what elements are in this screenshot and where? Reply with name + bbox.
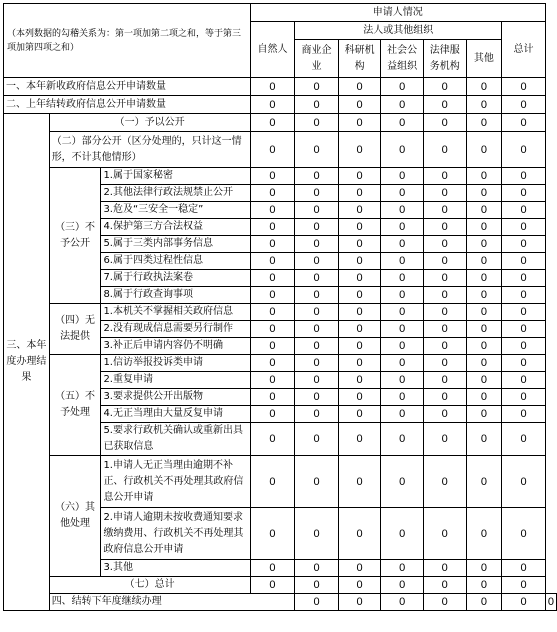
cell: 0 xyxy=(338,219,381,236)
cell: 0 xyxy=(502,560,546,577)
cell: 0 xyxy=(250,202,295,219)
cell: 0 xyxy=(423,577,466,594)
cell: 0 xyxy=(338,321,381,338)
cell: 0 xyxy=(381,321,424,338)
cell: 0 xyxy=(423,594,466,611)
table-row xyxy=(4,96,557,114)
cell: 0 xyxy=(502,508,546,560)
row-label: 四、结转下年度继续办理 xyxy=(49,594,295,611)
cell: 0 xyxy=(466,456,502,508)
row-label: 3.其他 xyxy=(101,560,250,577)
cell: 0 xyxy=(466,185,502,202)
cell: 0 xyxy=(381,132,424,168)
cell: 0 xyxy=(423,270,466,287)
cell: 0 xyxy=(381,338,424,355)
cell: 0 xyxy=(381,594,424,611)
cell: 0 xyxy=(381,185,424,202)
cell: 0 xyxy=(423,508,466,560)
cell: 0 xyxy=(466,372,502,389)
cell: 0 xyxy=(338,287,381,304)
cell: 0 xyxy=(295,577,339,594)
cell: 0 xyxy=(381,508,424,560)
cell: 0 xyxy=(423,202,466,219)
cell: 0 xyxy=(338,114,381,132)
cell: 0 xyxy=(250,304,295,321)
cell: 0 xyxy=(338,389,381,406)
cell: 0 xyxy=(423,114,466,132)
cell: 0 xyxy=(466,78,502,96)
cell: 0 xyxy=(338,270,381,287)
disclosure-table-container xyxy=(3,3,557,611)
row-label: 3.补正后申请内容仍不明确 xyxy=(101,338,250,355)
table-row xyxy=(4,78,557,96)
cell: 0 xyxy=(466,355,502,372)
row-label: 1.属于国家秘密 xyxy=(101,168,250,185)
cell: 0 xyxy=(250,372,295,389)
cell: 0 xyxy=(295,253,339,270)
cell: 0 xyxy=(466,321,502,338)
cell: 0 xyxy=(295,389,339,406)
cell: 0 xyxy=(423,321,466,338)
cell: 0 xyxy=(381,270,424,287)
cell: 0 xyxy=(466,423,502,456)
cell: 0 xyxy=(466,508,502,560)
cell: 0 xyxy=(466,270,502,287)
cell: 0 xyxy=(295,78,339,96)
table-row xyxy=(4,168,557,185)
col-header-research: 科研机构 xyxy=(338,40,381,78)
cell: 0 xyxy=(423,372,466,389)
cell: 0 xyxy=(381,236,424,253)
row-label: 5.属于三类内部事务信息 xyxy=(101,236,250,253)
row-label: （一）予以公开 xyxy=(49,114,250,132)
cell: 0 xyxy=(423,78,466,96)
row-label: 2.其他法律行政法规禁止公开 xyxy=(101,185,250,202)
cell: 0 xyxy=(502,321,546,338)
cell: 0 xyxy=(250,236,295,253)
table-row xyxy=(4,304,557,321)
group-label: （三）不予公开 xyxy=(49,168,101,304)
col-header-business: 商业企业 xyxy=(295,40,339,78)
cell: 0 xyxy=(545,594,556,611)
cell: 0 xyxy=(338,96,381,114)
cell: 0 xyxy=(423,560,466,577)
cell: 0 xyxy=(250,96,295,114)
cell: 0 xyxy=(381,202,424,219)
cell: 0 xyxy=(466,253,502,270)
cell: 0 xyxy=(381,114,424,132)
row-label: 7.属于行政执法案卷 xyxy=(101,270,250,287)
cell: 0 xyxy=(250,406,295,423)
cell: 0 xyxy=(250,270,295,287)
cell: 0 xyxy=(295,96,339,114)
cell: 0 xyxy=(466,406,502,423)
cell: 0 xyxy=(295,355,339,372)
cell: 0 xyxy=(381,168,424,185)
cell: 0 xyxy=(502,219,546,236)
cell: 0 xyxy=(338,508,381,560)
row-label: 6.属于四类过程性信息 xyxy=(101,253,250,270)
cell: 0 xyxy=(502,96,546,114)
cell: 0 xyxy=(466,168,502,185)
cell: 0 xyxy=(502,423,546,456)
cell: 0 xyxy=(295,287,339,304)
cell: 0 xyxy=(250,78,295,96)
cell: 0 xyxy=(250,355,295,372)
cell: 0 xyxy=(502,132,546,168)
cell: 0 xyxy=(338,423,381,456)
row-label: 2.重复申请 xyxy=(101,372,250,389)
cell: 0 xyxy=(466,96,502,114)
row-label: 一、本年新收政府信息公开申请数量 xyxy=(4,78,251,96)
cell: 0 xyxy=(423,355,466,372)
cell: 0 xyxy=(338,355,381,372)
cell: 0 xyxy=(423,406,466,423)
cell: 0 xyxy=(466,114,502,132)
col-header-legal-service: 法律服务机构 xyxy=(423,40,466,78)
cell: 0 xyxy=(423,423,466,456)
cell: 0 xyxy=(381,423,424,456)
applicant-info-header: 申请人情况 xyxy=(250,4,545,22)
cell: 0 xyxy=(502,456,546,508)
cell: 0 xyxy=(502,287,546,304)
cell: 0 xyxy=(295,304,339,321)
cell: 0 xyxy=(466,577,502,594)
section-3-label: 三、本年度办理结果 xyxy=(4,114,50,611)
cell: 0 xyxy=(502,594,546,611)
row-label: 2.没有现成信息需要另行制作 xyxy=(101,321,250,338)
cell: 0 xyxy=(338,304,381,321)
cell: 0 xyxy=(250,321,295,338)
table-row xyxy=(4,355,557,372)
cell: 0 xyxy=(502,236,546,253)
cell: 0 xyxy=(466,389,502,406)
row-label: 3.危及“三安全一稳定” xyxy=(101,202,250,219)
cell: 0 xyxy=(466,560,502,577)
cell: 0 xyxy=(381,96,424,114)
cell: 0 xyxy=(295,185,339,202)
row-label: 1.申请人无正当理由逾期不补正、行政机关不再处理其政府信息公开申请 xyxy=(101,456,250,508)
cell: 0 xyxy=(466,594,502,611)
cell: 0 xyxy=(466,287,502,304)
cell: 0 xyxy=(423,389,466,406)
row-label: 2.申请人逾期未按收费通知要求缴纳费用、行政机关不再处理其政府信息公开申请 xyxy=(101,508,250,560)
cell: 0 xyxy=(338,253,381,270)
cell: 0 xyxy=(381,389,424,406)
cell: 0 xyxy=(250,456,295,508)
cell: 0 xyxy=(338,560,381,577)
cell: 0 xyxy=(295,338,339,355)
cell: 0 xyxy=(423,185,466,202)
cell: 0 xyxy=(250,219,295,236)
table-note: （本列数据的勾稽关系为：第一项加第二项之和，等于第三项加第四项之和） xyxy=(4,4,251,78)
cell: 0 xyxy=(423,304,466,321)
cell: 0 xyxy=(295,508,339,560)
cell: 0 xyxy=(423,168,466,185)
cell: 0 xyxy=(250,253,295,270)
cell: 0 xyxy=(381,219,424,236)
cell: 0 xyxy=(295,132,339,168)
cell: 0 xyxy=(502,185,546,202)
cell: 0 xyxy=(338,372,381,389)
cell: 0 xyxy=(423,253,466,270)
row-label: 1.信访举报投诉类申请 xyxy=(101,355,250,372)
cell: 0 xyxy=(295,423,339,456)
cell: 0 xyxy=(250,132,295,168)
cell: 0 xyxy=(466,304,502,321)
cell: 0 xyxy=(250,185,295,202)
table-row xyxy=(4,132,557,168)
disclosure-table xyxy=(3,3,557,611)
cell: 0 xyxy=(381,560,424,577)
cell: 0 xyxy=(502,78,546,96)
cell: 0 xyxy=(338,338,381,355)
cell: 0 xyxy=(338,132,381,168)
cell: 0 xyxy=(381,406,424,423)
cell: 0 xyxy=(250,577,295,594)
table-row xyxy=(4,594,557,611)
cell: 0 xyxy=(502,355,546,372)
cell: 0 xyxy=(423,132,466,168)
cell: 0 xyxy=(250,560,295,577)
cell: 0 xyxy=(466,219,502,236)
cell: 0 xyxy=(338,202,381,219)
cell: 0 xyxy=(338,456,381,508)
cell: 0 xyxy=(295,594,339,611)
cell: 0 xyxy=(466,236,502,253)
cell: 0 xyxy=(502,253,546,270)
cell: 0 xyxy=(338,168,381,185)
row-label: 二、上年结转政府信息公开申请数量 xyxy=(4,96,251,114)
cell: 0 xyxy=(502,202,546,219)
cell: 0 xyxy=(338,577,381,594)
cell: 0 xyxy=(295,321,339,338)
row-label: 5.要求行政机关确认或重新出具已获取信息 xyxy=(101,423,250,456)
col-header-other: 其他 xyxy=(466,40,502,78)
cell: 0 xyxy=(250,389,295,406)
legal-org-header: 法人或其他组织 xyxy=(295,22,502,40)
row-label: 3.要求提供公开出版物 xyxy=(101,389,250,406)
cell: 0 xyxy=(295,202,339,219)
cell: 0 xyxy=(338,185,381,202)
cell: 0 xyxy=(466,132,502,168)
cell: 0 xyxy=(295,560,339,577)
cell: 0 xyxy=(381,577,424,594)
row-label: （七）总计 xyxy=(49,577,250,594)
cell: 0 xyxy=(295,219,339,236)
cell: 0 xyxy=(502,372,546,389)
cell: 0 xyxy=(423,236,466,253)
group-label: （六）其他处理 xyxy=(49,456,101,577)
table-row xyxy=(4,456,557,508)
cell: 0 xyxy=(250,423,295,456)
row-label: 4.无正当理由大量反复申请 xyxy=(101,406,250,423)
cell: 0 xyxy=(250,287,295,304)
cell: 0 xyxy=(502,270,546,287)
cell: 0 xyxy=(295,456,339,508)
row-label: （二）部分公开（区分处理的，只计这一情形，不计其他情形） xyxy=(49,132,250,168)
cell: 0 xyxy=(381,253,424,270)
col-header-public-welfare: 社会公益组织 xyxy=(381,40,424,78)
group-label: （四）无法提供 xyxy=(49,304,101,355)
cell: 0 xyxy=(423,456,466,508)
cell: 0 xyxy=(250,508,295,560)
table-row xyxy=(4,114,557,132)
cell: 0 xyxy=(423,219,466,236)
cell: 0 xyxy=(381,78,424,96)
cell: 0 xyxy=(338,236,381,253)
cell: 0 xyxy=(295,114,339,132)
row-label: 4.保护第三方合法权益 xyxy=(101,219,250,236)
cell: 0 xyxy=(423,338,466,355)
cell: 0 xyxy=(466,338,502,355)
cell: 0 xyxy=(381,304,424,321)
cell: 0 xyxy=(502,304,546,321)
cell: 0 xyxy=(295,406,339,423)
cell: 0 xyxy=(423,96,466,114)
cell: 0 xyxy=(295,168,339,185)
cell: 0 xyxy=(502,168,546,185)
table-row xyxy=(4,577,557,594)
cell: 0 xyxy=(502,577,546,594)
row-label: 8.属于行政查询事项 xyxy=(101,287,250,304)
row-label: 1.本机关不掌握相关政府信息 xyxy=(101,304,250,321)
natural-person-header: 自然人 xyxy=(250,22,295,78)
cell: 0 xyxy=(338,78,381,96)
cell: 0 xyxy=(466,202,502,219)
cell: 0 xyxy=(250,114,295,132)
cell: 0 xyxy=(502,406,546,423)
cell: 0 xyxy=(381,355,424,372)
cell: 0 xyxy=(502,338,546,355)
cell: 0 xyxy=(502,389,546,406)
cell: 0 xyxy=(250,168,295,185)
cell: 0 xyxy=(381,456,424,508)
cell: 0 xyxy=(295,270,339,287)
cell: 0 xyxy=(250,338,295,355)
cell: 0 xyxy=(338,406,381,423)
cell: 0 xyxy=(295,372,339,389)
cell: 0 xyxy=(295,236,339,253)
cell: 0 xyxy=(423,287,466,304)
cell: 0 xyxy=(338,594,381,611)
total-header: 总计 xyxy=(502,22,546,78)
cell: 0 xyxy=(381,287,424,304)
group-label: （五）不予处理 xyxy=(49,355,101,456)
cell: 0 xyxy=(502,114,546,132)
cell: 0 xyxy=(381,372,424,389)
